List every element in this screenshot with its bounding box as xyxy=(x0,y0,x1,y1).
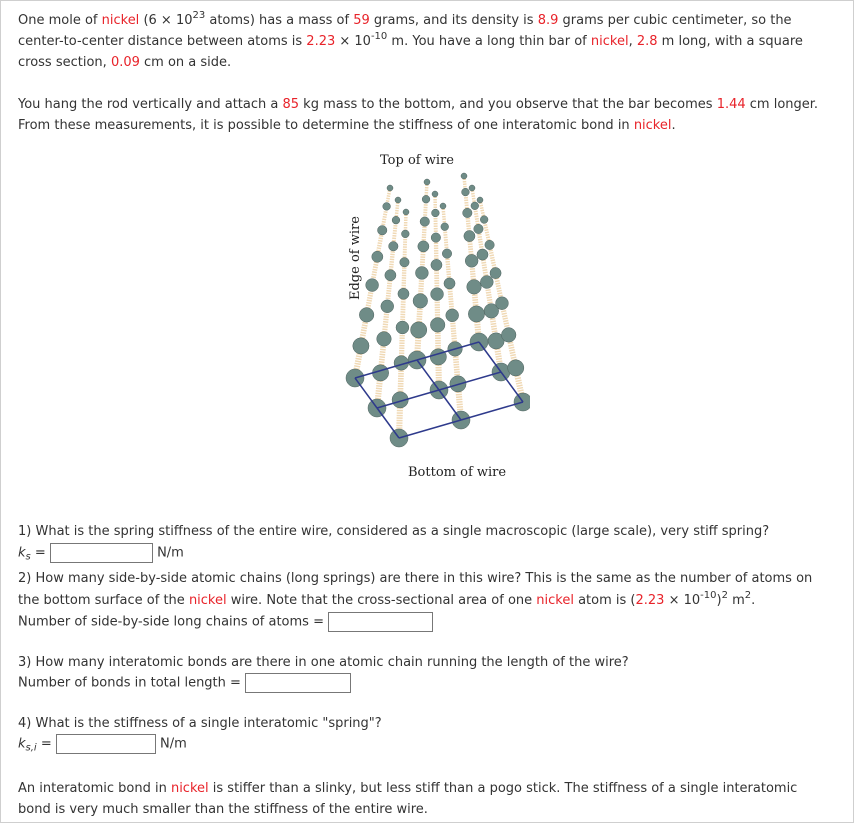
atom xyxy=(474,224,483,233)
atom xyxy=(403,209,409,215)
cross-section-outline xyxy=(439,372,501,390)
ksi-unit: N/m xyxy=(160,736,187,752)
atom xyxy=(395,197,401,203)
ks-unit: N/m xyxy=(157,545,184,561)
question-4: 4) What is the stiffness of a single interatomic "spring"? $k_{s,i} = N/m$ xyxy=(18,716,382,754)
cross-section-side-value: 0.09 xyxy=(110,55,140,70)
atom xyxy=(441,223,449,231)
top-of-wire-label: Top of wire xyxy=(380,153,454,168)
atom xyxy=(366,279,379,292)
atom xyxy=(462,188,470,196)
cross-section-outline xyxy=(377,408,399,438)
atom xyxy=(424,179,430,185)
ks-input[interactable] xyxy=(50,543,153,563)
atom xyxy=(463,208,472,217)
bottom-of-wire-label: Bottom of wire xyxy=(408,465,507,480)
ksi-variable: k xyxy=(18,736,26,752)
density-value: 8.9 xyxy=(537,13,559,28)
atom xyxy=(381,300,394,313)
atom xyxy=(465,254,478,267)
atom xyxy=(467,280,482,295)
question-3 xyxy=(18,653,629,694)
atom xyxy=(353,338,369,354)
atom xyxy=(378,226,387,235)
atom xyxy=(377,332,392,347)
atom xyxy=(430,318,445,333)
atom xyxy=(477,249,488,260)
atom xyxy=(485,240,494,249)
atom xyxy=(442,249,451,258)
atom xyxy=(400,258,409,267)
cross-section-outline xyxy=(355,378,377,408)
atom xyxy=(501,328,516,343)
bonds-input[interactable] xyxy=(245,673,351,693)
atom xyxy=(431,259,442,270)
atom xyxy=(431,288,444,301)
atom xyxy=(387,185,393,191)
atom xyxy=(477,197,483,203)
atom xyxy=(359,308,374,323)
atom xyxy=(446,309,459,322)
atom xyxy=(396,321,409,334)
ksi-input[interactable] xyxy=(56,734,156,754)
setup-paragraph: You hang the rod vertically and attach a 85 kg mass to the bottom, and you observe that the bar becomes 1.44 cm longer. From these measurements, it is possible to determine the stiffness of one interatomic bond in nickel. xyxy=(18,97,819,133)
atom xyxy=(471,202,479,210)
cross-section-outline xyxy=(461,402,523,420)
atom xyxy=(469,185,475,191)
element-name: nickel xyxy=(101,13,140,28)
lattice-diagram xyxy=(330,148,530,488)
atom xyxy=(444,278,455,289)
atom xyxy=(420,217,429,226)
chains-input[interactable] xyxy=(328,612,433,632)
hanging-mass-value: 85 xyxy=(282,97,300,112)
atom xyxy=(430,349,446,365)
molar-mass-value: 59 xyxy=(353,13,370,28)
atom-distance-value: 2.23 xyxy=(306,34,336,49)
atom xyxy=(508,360,524,376)
atom xyxy=(490,268,501,279)
atom xyxy=(464,230,475,241)
intro-paragraph: One mole of nickel ($6 \times 10^{23}$ atoms) has a mass of 59 grams, and its density is 8.9 grams per cubic centimeter, so the center-to-center distance between atoms is $2.23 \times 10^{-10}$ m. You have a long thin bar of nickel, 2.8 m long, with a square cross section, 0.09 cm on a side. xyxy=(18,10,803,70)
footer-paragraph: An interatomic bond in nickel is stiffer than a slinky, but less stiff than a pogo stick. The stiffness of a single interatomic bond is very much smaller than the stiffness of the entire wire. xyxy=(18,781,798,817)
question-2-text: 2) How many side-by-side atomic chains (long springs) are there in this wire? This is the same as the number of atoms on the bottom surface of the nickel wire. Note that the cross-sectional area of one nickel atom is $(2.23 \times 10^{-10})^2$ $m^2$. xyxy=(18,571,813,608)
atom xyxy=(383,203,391,211)
chains-label: Number of side-by-side long chains of atoms = xyxy=(18,614,324,630)
atom xyxy=(411,322,427,338)
atom xyxy=(415,267,428,280)
atom xyxy=(480,276,493,289)
edge-of-wire-label: Edge of wire xyxy=(348,216,363,300)
atom xyxy=(372,251,383,262)
atom xyxy=(431,233,440,242)
question-1-text: 1) What is the spring stiffness of the entire wire, considered as a single macroscopic (large scale), very stiff spring? xyxy=(18,524,770,539)
atom xyxy=(422,195,430,203)
stretch-value: 1.44 xyxy=(716,97,746,112)
atom xyxy=(432,191,438,197)
question-3-text: 3) How many interatomic bonds are there in one atomic chain running the length of the wire? xyxy=(18,655,629,670)
atom xyxy=(468,306,484,322)
cross-section-outline xyxy=(501,372,523,402)
atom xyxy=(432,209,440,217)
bar-length-value: 2.8 xyxy=(636,34,658,49)
atom xyxy=(401,230,409,238)
cross-section-outline xyxy=(377,390,439,408)
atom xyxy=(413,294,428,309)
atom xyxy=(385,270,396,281)
wire-lattice-figure xyxy=(330,148,530,488)
question-1: 1) What is the spring stiffness of the entire wire, considered as a single macroscopic (large scale), very stiff spring? $k_s = N/m$ xyxy=(18,524,770,563)
atom xyxy=(480,216,488,224)
atom xyxy=(418,241,429,252)
atom xyxy=(392,216,400,224)
atom xyxy=(496,297,509,310)
atom xyxy=(461,173,467,179)
atom xyxy=(440,203,446,209)
atom-area-value: 2.23 xyxy=(635,593,665,608)
cross-section-outline xyxy=(417,342,479,360)
atom xyxy=(389,242,398,251)
question-2 xyxy=(18,568,838,633)
ks-variable: k xyxy=(18,545,26,561)
atom xyxy=(398,288,409,299)
cross-section-outline xyxy=(399,420,461,438)
bonds-label: Number of bonds in total length = xyxy=(18,675,241,691)
question-4-text: 4) What is the stiffness of a single interatomic "spring"? xyxy=(18,716,382,731)
